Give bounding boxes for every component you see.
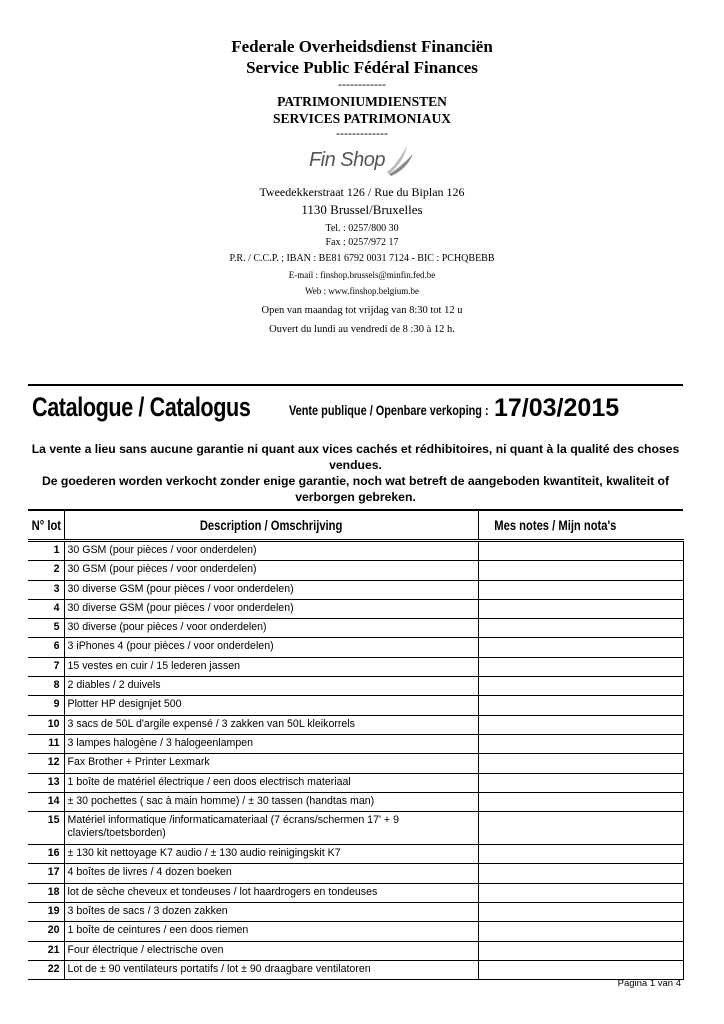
- table-row: [28, 715, 683, 734]
- table-row: [28, 696, 683, 715]
- disclaimer: [28, 441, 683, 505]
- table-row: [28, 960, 683, 979]
- lot-number: 21: [28, 941, 64, 960]
- notes-cell[interactable]: [478, 812, 683, 845]
- notes-cell[interactable]: [478, 734, 683, 753]
- lot-number: 9: [28, 696, 64, 715]
- notes-cell[interactable]: [478, 619, 683, 638]
- column-header-description: Description / Omschrijving: [64, 510, 478, 541]
- notes-cell[interactable]: [478, 715, 683, 734]
- table-row: [28, 773, 683, 792]
- lot-description: Fax Brother + Printer Lexmark: [64, 754, 478, 773]
- lot-description: 30 GSM (pour pièces / voor onderdelen): [64, 561, 478, 580]
- notes-cell[interactable]: [478, 960, 683, 979]
- finshop-logo: [309, 142, 415, 178]
- lot-number: 6: [28, 638, 64, 657]
- lot-number: 22: [28, 960, 64, 979]
- lot-number: 13: [28, 773, 64, 792]
- lot-number: 8: [28, 677, 64, 696]
- fax: Fax : 0257/972 17: [325, 237, 399, 248]
- lot-description: Four électrique / electrische oven: [64, 941, 478, 960]
- notes-cell[interactable]: [478, 599, 683, 618]
- department-fr: SERVICES PATRIMONIAUX: [273, 111, 451, 126]
- notes-cell[interactable]: [478, 864, 683, 883]
- lot-description: 1 boîte de ceintures / een doos riemen: [64, 922, 478, 941]
- separator: -------------: [336, 126, 388, 140]
- lot-description: ± 30 pochettes ( sac à main homme) / ± 30 tassen (handtas man): [64, 792, 478, 811]
- table-row: [28, 792, 683, 811]
- lot-description: 30 diverse GSM (pour pièces / voor onderdelen): [64, 580, 478, 599]
- column-header-notes: Mes notes / Mijn nota's: [478, 510, 683, 541]
- lot-description: 3 iPhones 4 (pour pièces / voor onderdelen): [64, 638, 478, 657]
- opening-hours-fr: Ouvert du lundi au vendredi de 8 :30 à 12 h.: [269, 324, 455, 335]
- bank-details: P.R. / C.C.P. ; IBAN : BE81 6792 0031 7124 - BIC : PCHQBEBB: [229, 253, 495, 264]
- org-name-fr: Service Public Fédéral Finances: [246, 58, 478, 77]
- lot-description: Plotter HP designjet 500: [64, 696, 478, 715]
- column-header-lot: N° lot: [28, 510, 64, 541]
- lot-number: 18: [28, 883, 64, 902]
- disclaimer-nl: De goederen worden verkocht zonder enige garantie, noch wat betreft de aangeboden kwantiteit, kwaliteit of verborgen gebreken.: [41, 474, 670, 504]
- notes-cell[interactable]: [478, 696, 683, 715]
- lot-description: 4 boîtes de livres / 4 dozen boeken: [64, 864, 478, 883]
- sale-label: Vente publique / Openbare verkoping :: [289, 402, 489, 418]
- notes-cell[interactable]: [478, 845, 683, 864]
- lot-number: 12: [28, 754, 64, 773]
- lot-description: 3 boîtes de sacs / 3 dozen zakken: [64, 903, 478, 922]
- org-name-nl: Federale Overheidsdienst Financiën: [231, 37, 493, 56]
- lot-number: 2: [28, 561, 64, 580]
- lot-description: 3 lampes halogène / 3 halogeenlampen: [64, 734, 478, 753]
- notes-cell[interactable]: [478, 903, 683, 922]
- table-row: [28, 922, 683, 941]
- notes-cell[interactable]: [478, 792, 683, 811]
- notes-cell[interactable]: [478, 677, 683, 696]
- lot-description: 30 diverse (pour pièces / voor onderdelen): [64, 619, 478, 638]
- notes-cell[interactable]: [478, 883, 683, 902]
- lot-number: 5: [28, 619, 64, 638]
- table-row: [28, 845, 683, 864]
- lot-number: 15: [28, 812, 64, 845]
- table-row: [28, 754, 683, 773]
- email: E-mail : finshop.brussels@minfin.fed.be: [288, 270, 436, 280]
- page-number: Pagina 1 van 4: [617, 978, 681, 989]
- leaf-icon: [385, 142, 415, 178]
- lots-table: [28, 509, 683, 980]
- lot-number: 10: [28, 715, 64, 734]
- opening-hours-nl: Open van maandag tot vrijdag van 8:30 tot 12 u: [261, 305, 463, 316]
- notes-cell[interactable]: [478, 541, 683, 561]
- department-nl: PATRIMONIUMDIENSTEN: [277, 94, 447, 109]
- lot-number: 19: [28, 903, 64, 922]
- lot-description: ± 130 kit nettoyage K7 audio / ± 130 audio reinigingskit K7: [64, 845, 478, 864]
- lot-number: 14: [28, 792, 64, 811]
- lot-number: 3: [28, 580, 64, 599]
- lot-description: 15 vestes en cuir / 15 lederen jassen: [64, 657, 478, 676]
- separator: ------------: [338, 77, 386, 91]
- website: Web : www.finshop.belgium.be: [305, 286, 419, 296]
- lot-description: 1 boîte de matériel électrique / een doos electrisch materiaal: [64, 773, 478, 792]
- table-row: [28, 864, 683, 883]
- catalogue-title: Catalogue / Catalogus: [32, 392, 251, 422]
- notes-cell[interactable]: [478, 561, 683, 580]
- table-row: [28, 638, 683, 657]
- lot-description: 2 diables / 2 duivels: [64, 677, 478, 696]
- phone: Tel. : 0257/800 30: [325, 223, 399, 234]
- notes-cell[interactable]: [478, 754, 683, 773]
- notes-cell[interactable]: [478, 638, 683, 657]
- table-row: [28, 903, 683, 922]
- lot-description: Matériel informatique /informaticamateriaal (7 écrans/schermen 17' + 9 claviers/toetsborden): [64, 812, 478, 845]
- lot-description: Lot de ± 90 ventilateurs portatifs / lot ± 90 draagbare ventilatoren: [64, 960, 478, 979]
- disclaimer-fr: La vente a lieu sans aucune garantie ni quant aux vices cachés et rédhibitoires, ni quant à la qualité des choses vendues.: [31, 442, 680, 472]
- table-row: [28, 677, 683, 696]
- letterhead: [0, 36, 724, 336]
- lot-description: 30 diverse GSM (pour pièces / voor onderdelen): [64, 599, 478, 618]
- table-header-row: [28, 510, 683, 541]
- lot-description: 30 GSM (pour pièces / voor onderdelen): [64, 541, 478, 561]
- notes-cell[interactable]: [478, 773, 683, 792]
- table-row: [28, 657, 683, 676]
- address-street: Tweedekkerstraat 126 / Rue du Biplan 126: [259, 185, 465, 199]
- table-row: [28, 599, 683, 618]
- lot-number: 20: [28, 922, 64, 941]
- lot-number: 4: [28, 599, 64, 618]
- lot-number: 17: [28, 864, 64, 883]
- table-row: [28, 580, 683, 599]
- notes-cell[interactable]: [478, 922, 683, 941]
- table-row: [28, 734, 683, 753]
- table-row: [28, 941, 683, 960]
- notes-cell[interactable]: [478, 657, 683, 676]
- lot-number: 1: [28, 541, 64, 561]
- notes-cell[interactable]: [478, 941, 683, 960]
- table-row: [28, 883, 683, 902]
- table-row: [28, 619, 683, 638]
- notes-cell[interactable]: [478, 580, 683, 599]
- lot-description: lot de sèche cheveux et tondeuses / lot haardrogers en tondeuses: [64, 883, 478, 902]
- lot-number: 11: [28, 734, 64, 753]
- lot-number: 16: [28, 845, 64, 864]
- table-row: [28, 812, 683, 845]
- logo-text: Fin Shop: [308, 148, 386, 171]
- table-row: [28, 561, 683, 580]
- lot-description: 3 sacs de 50L d'argile expensé / 3 zakken van 50L kleikorrels: [64, 715, 478, 734]
- table-row: [28, 541, 683, 561]
- lot-number: 7: [28, 657, 64, 676]
- sale-date: 17/03/2015: [494, 394, 620, 422]
- catalogue-title-bar: [28, 384, 683, 422]
- address-city: 1130 Brussel/Bruxelles: [301, 202, 423, 217]
